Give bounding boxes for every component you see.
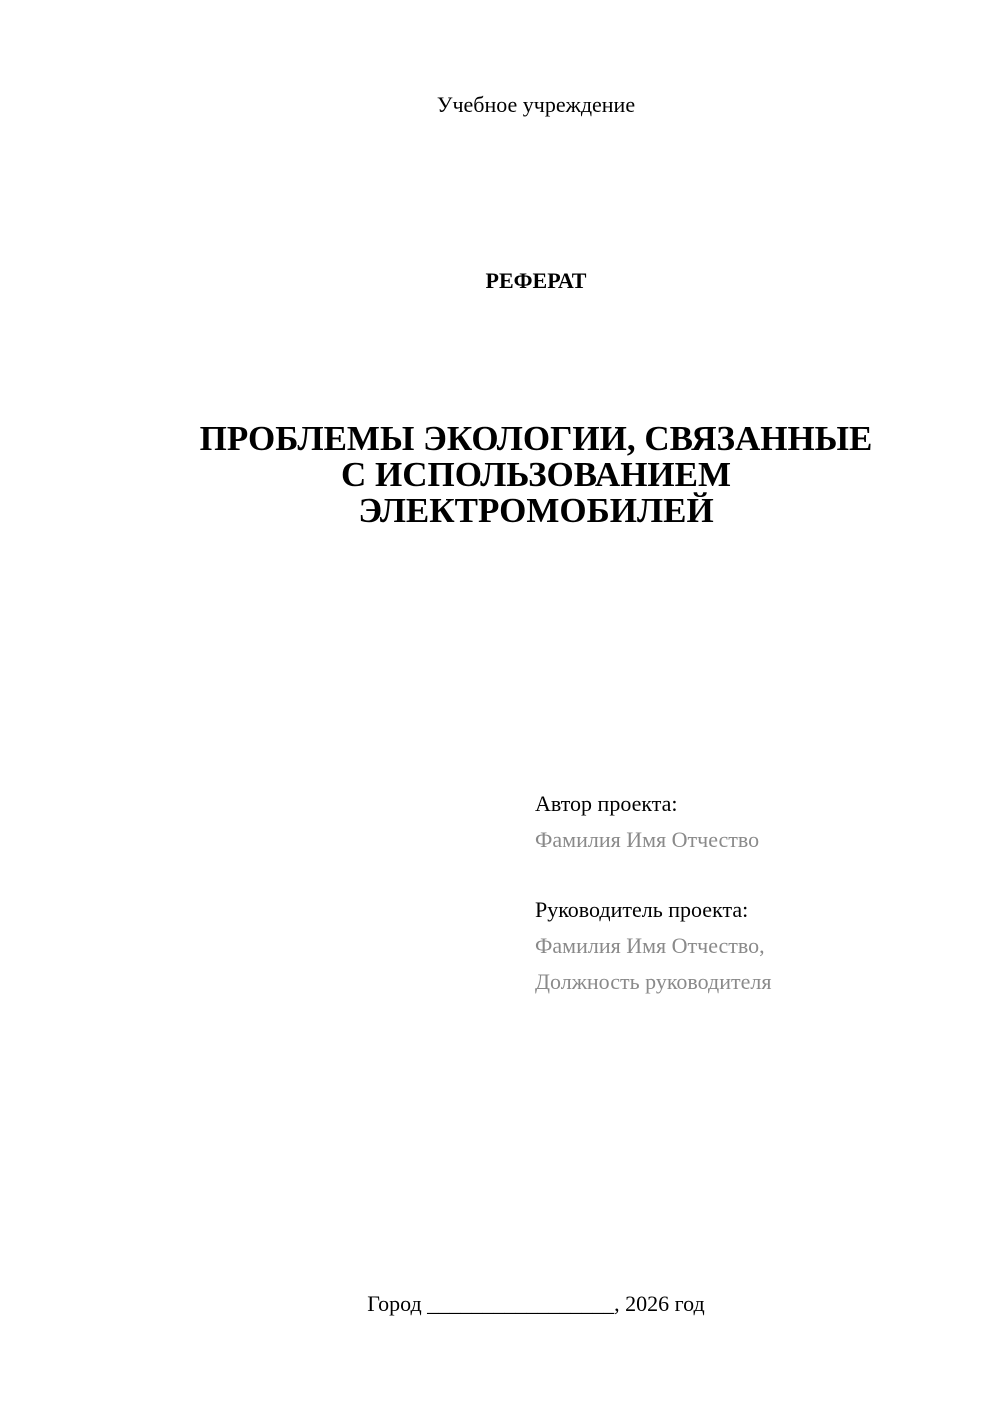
footer-city-year	[0, 1289, 1000, 1319]
supervisor-label: Руководитель проекта:	[535, 897, 749, 922]
credits-spacer	[535, 858, 975, 892]
title-line-2: С ИСПОЛЬЗОВАНИЕМ	[340, 455, 732, 494]
credits-block	[535, 786, 975, 1000]
year-text: , 2026 год	[614, 1291, 705, 1316]
title-line-1: ПРОБЛЕМЫ ЭКОЛОГИИ, СВЯЗАННЫЕ	[199, 419, 873, 458]
institution-name: Учебное учреждение	[436, 92, 636, 117]
city-blank-line: _________________	[427, 1291, 615, 1316]
author-label: Автор проекта:	[535, 791, 678, 816]
supervisor-position: Должность руководителя	[535, 969, 772, 994]
author-name: Фамилия Имя Отчество	[535, 827, 760, 852]
document-title	[136, 421, 936, 529]
supervisor-name: Фамилия Имя Отчество,	[535, 933, 765, 958]
document-type: РЕФЕРАТ	[485, 268, 587, 293]
title-line-3: ЭЛЕКТРОМОБИЛЕЙ	[358, 491, 714, 530]
city-label: Город	[367, 1291, 422, 1316]
